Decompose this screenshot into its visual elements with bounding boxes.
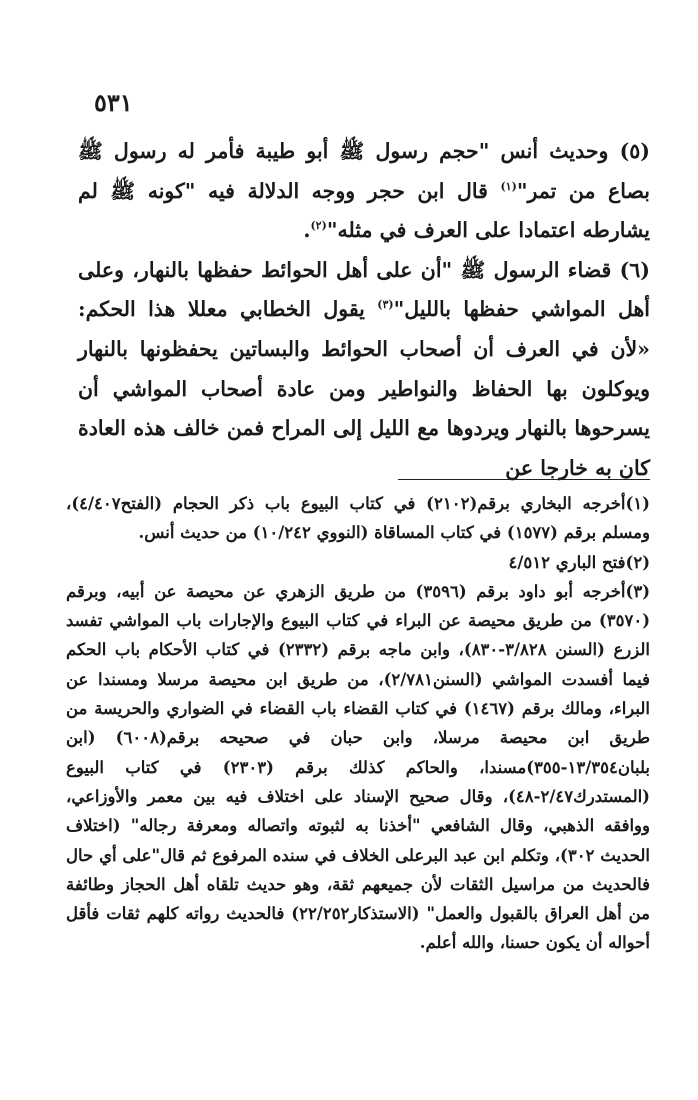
footnote-ref-3[interactable]: (٣) bbox=[377, 298, 394, 312]
footnotes bbox=[66, 489, 650, 958]
paragraph-text: (٥) وحديث أنس "حجم رسول ﷺ أبو طيبة فأمر له رسول ﷺ بصاع من تمر" bbox=[78, 139, 650, 203]
footnote-3: (٣)أخرجه أبو داود برقم (٣٥٩٦) من طريق الزهري عن محيصة عن أبيه، وبرقم (٣٥٧٠) من طريق محيصة عن البراء في كتاب البيوع والإجارات باب المواشي تفسد الزرع (السنن ٣/٨٢٨-٨٣٠)، وابن ماجه برقم (٢٣٣٢) في كتاب الأحكام باب الحكم فيما أفسدت المواشي (السنن٢/٧٨١)، من طريق ابن محيصة مرسلا ومسندا عن البراء، ومالك برقم (١٤٦٧) في كتاب القضاء باب القضاء في الضواري والحريسة من طريق ابن محيصة مرسلا، وابن حبان في صحيحه برقم(٦٠٠٨) (ابن بلبان١٣/٣٥٤-٣٥٥)مسندا، والحاكم كذلك برقم (٢٣٠٣) في كتاب البيوع (المستدرك٢/٤٧-٤٨)، وقال صحيح الإسناد على اختلاف فيه بين معمر والأوزاعي، ووافقه الذهبي، وقال الشافعي "أخذنا به لثبوته واتصاله ومعرفة رجاله" (اختلاف الحديث ٣٠٢)، وتكلم ابن عبد البرعلى الخلاف في سنده المرفوع ثم قال"على أي حال فالحديث من مراسيل الثقات لأن جميعهم ثقة، وهو حديث تلقاه أهل الحجاز وطائفة من أهل العراق بالقبول والعمل" (الاستذكار٢٢/٢٥٢) فالحديث رواته كلهم ثقات فأقل أحواله أن يكون حسنا، والله أعلم. bbox=[66, 581, 651, 953]
page-number: ٥٣١ bbox=[94, 88, 133, 117]
paragraph-text: قال ابن حجر ووجه الدلالة فيه "كونه ﷺ لم يشارطه اعتمادا على العرف في مثله" bbox=[78, 178, 650, 243]
paragraph-6 bbox=[78, 251, 650, 489]
footnote-ref-2[interactable]: (٢) bbox=[310, 219, 327, 233]
main-text bbox=[78, 132, 650, 488]
footnote-ref-1[interactable]: (١) bbox=[500, 179, 517, 193]
paragraph-text: . bbox=[303, 218, 311, 243]
footnote-1: (١)أخرجه البخاري برقم(٢١٠٢) في كتاب البيوع باب ذكر الحجام (الفتح٤/٤٠٧)، ومسلم برقم (١٥٧٧) في كتاب المساقاة (النووي ١٠/٢٤٢) من حديث أنس. bbox=[66, 494, 650, 543]
paragraph-text: يقول الخطابي معللا هذا الحكم: «لأن في العرف أن أصحاب الحوائط والبساتين يحفظونها بالنهار ويوكلون بها الحفاظ والنواطير ومن عادة أصحاب المواشي أن يسرحوها بالنهار ويردوها مع الليل إلى المراح فمن خالف هذه العادة كان به خارجا عن bbox=[78, 297, 650, 480]
footnote-divider bbox=[398, 479, 650, 480]
footnote-2: (٢)فتح الباري ٤/٥١٢ bbox=[508, 552, 650, 572]
paragraph-5 bbox=[78, 132, 650, 251]
paragraph-text: (٦) قضاء الرسول ﷺ "أن على أهل الحوائط حفظها بالنهار، وعلى أهل المواشي حفظها بالليل" bbox=[78, 257, 650, 322]
